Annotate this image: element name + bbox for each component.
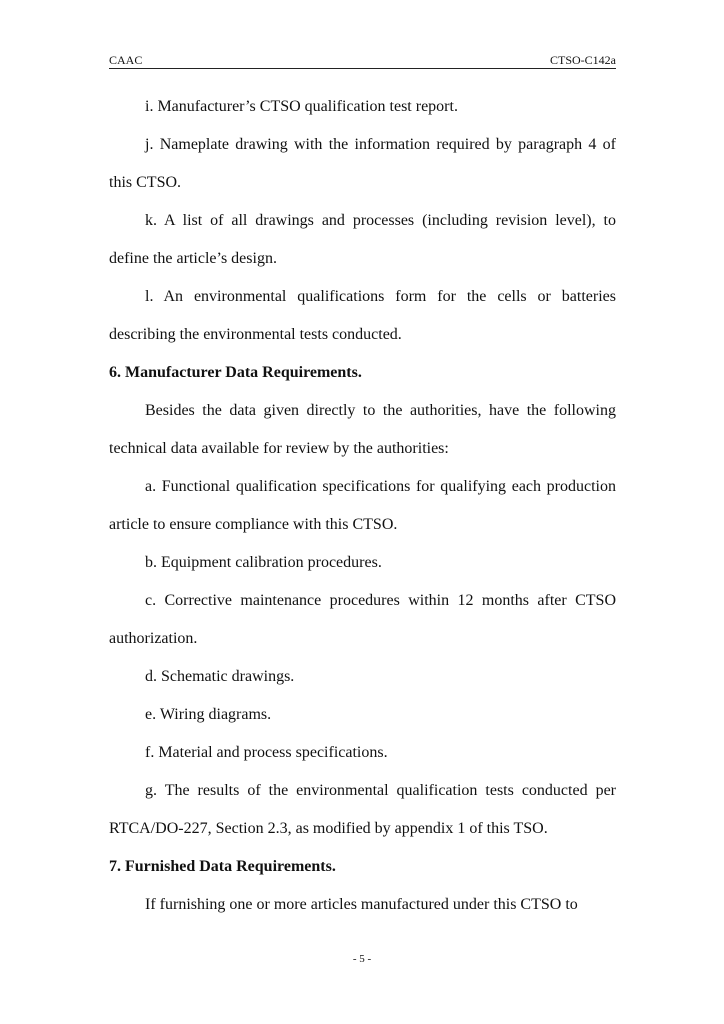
list-item-g: g. The results of the environmental qualification tests conducted per RTCA/DO-227, Section 2.3, as modified by appendix 1 of this TSO. xyxy=(109,782,616,837)
section-6-intro: Besides the data given directly to the authorities, have the following technical data available for review by the authorities: xyxy=(109,402,616,457)
header-agency: CAAC xyxy=(109,53,143,67)
section-7-heading: 7. Furnished Data Requirements. xyxy=(109,858,336,875)
list-item-f: f. Material and process specifications. xyxy=(145,744,388,761)
list-item-j: j. Nameplate drawing with the information required by paragraph 4 of this CTSO. xyxy=(109,136,616,191)
list-item-e: e. Wiring diagrams. xyxy=(145,706,272,723)
list-item-c: c. Corrective maintenance procedures within 12 months after CTSO authorization. xyxy=(109,592,616,647)
header-document-id: CTSO-C142a xyxy=(550,53,616,67)
section-7-intro: If furnishing one or more articles manufactured under this CTSO to xyxy=(145,896,578,913)
list-item-b: b. Equipment calibration procedures. xyxy=(145,554,382,571)
page-body xyxy=(109,88,616,924)
list-item-a: a. Functional qualification specifications for qualifying each production article to ensure compliance with this CTSO. xyxy=(109,478,616,533)
list-item-l: l. An environmental qualifications form for the cells or batteries describing the environmental tests conducted. xyxy=(109,288,616,343)
header-divider xyxy=(109,68,616,69)
section-6-heading: 6. Manufacturer Data Requirements. xyxy=(109,364,362,381)
list-item-d: d. Schematic drawings. xyxy=(145,668,295,685)
page-header xyxy=(109,52,616,68)
list-item-k: k. A list of all drawings and processes (including revision level), to define the article’s design. xyxy=(109,212,616,267)
list-item-i: i. Manufacturer’s CTSO qualification test report. xyxy=(145,98,458,115)
page-number: - 5 - xyxy=(352,953,372,965)
